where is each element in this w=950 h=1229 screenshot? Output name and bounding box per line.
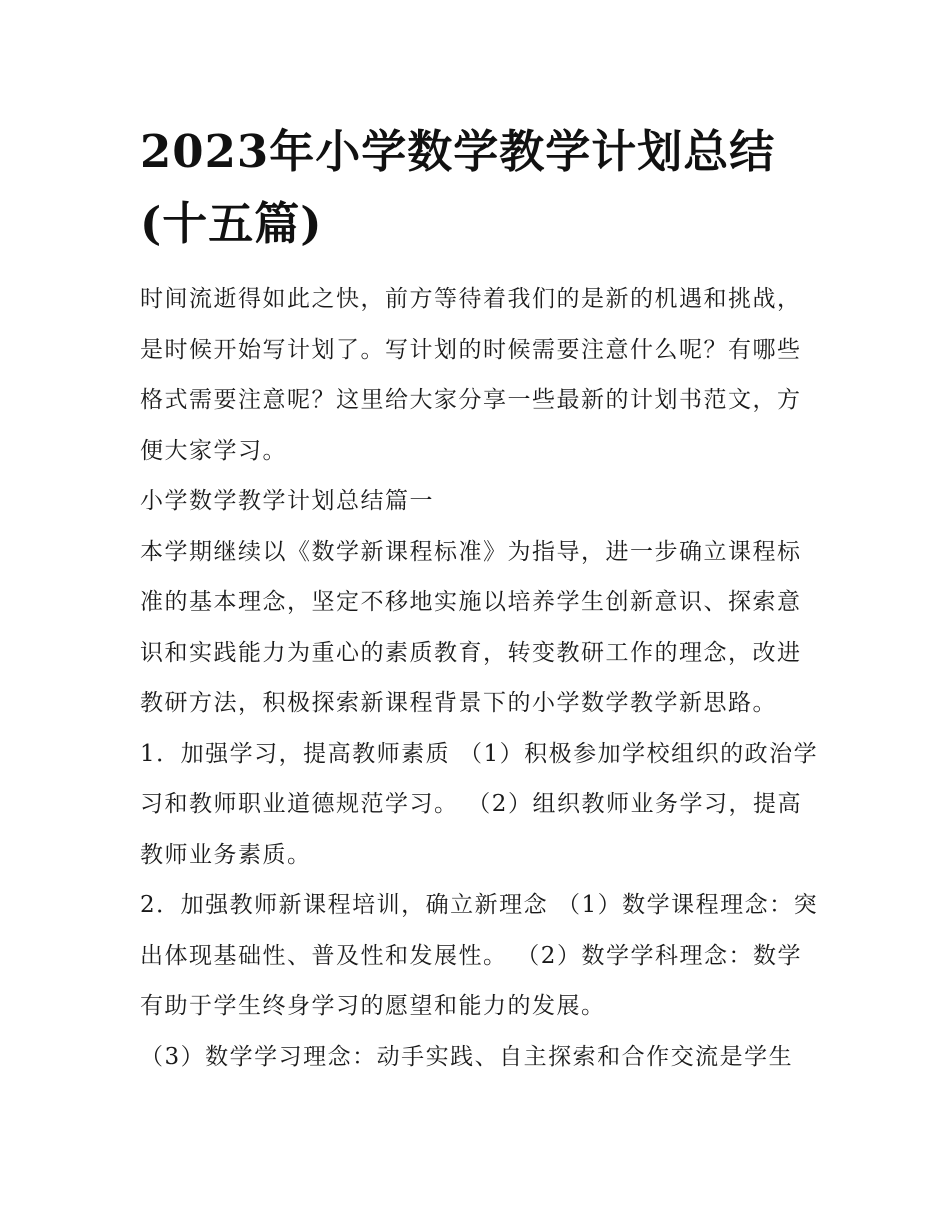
list-item: 1．加强学习，提高教师素质 （1）积极参加学校组织的政治学习和教师职业道德规范学习。 （2）组织教师业务学习，提高教师业务素质。: [140, 740, 819, 868]
section-heading: 小学数学教学计划总结篇一: [140, 488, 434, 514]
intro-paragraph: 时间流逝得如此之快，前方等待着我们的是新的机遇和挑战，是时候开始写计划了。写计划的时候需要注意什么呢？有哪些格式需要注意呢？这里给大家分享一些最新的计划书范文，方便大家学习。: [140, 286, 802, 464]
list-item: （3）数学学习理念：动手实践、自主探索和合作交流是学生: [140, 1043, 794, 1070]
body-paragraph: 本学期继续以《数学新课程标准》为指导，进一步确立课程标准的基本理念，坚定不移地实施以培养学生创新意识、探索意识和实践能力为重心的素质教育，转变教研工作的理念，改进教研方法，积极探索新课程背景下的小学数学教学新思路。: [140, 538, 802, 716]
list-item: 2．加强教师新课程培训，确立新理念 （1）数学课程理念：突出体现基础性、普及性和发展性。 （2）数学学科理念：数学有助于学生终身学习的愿望和能力的发展。: [140, 892, 819, 1019]
document-title: 2023年小学数学教学计划总结(十五篇): [140, 125, 776, 250]
document-body: [140, 116, 820, 1082]
